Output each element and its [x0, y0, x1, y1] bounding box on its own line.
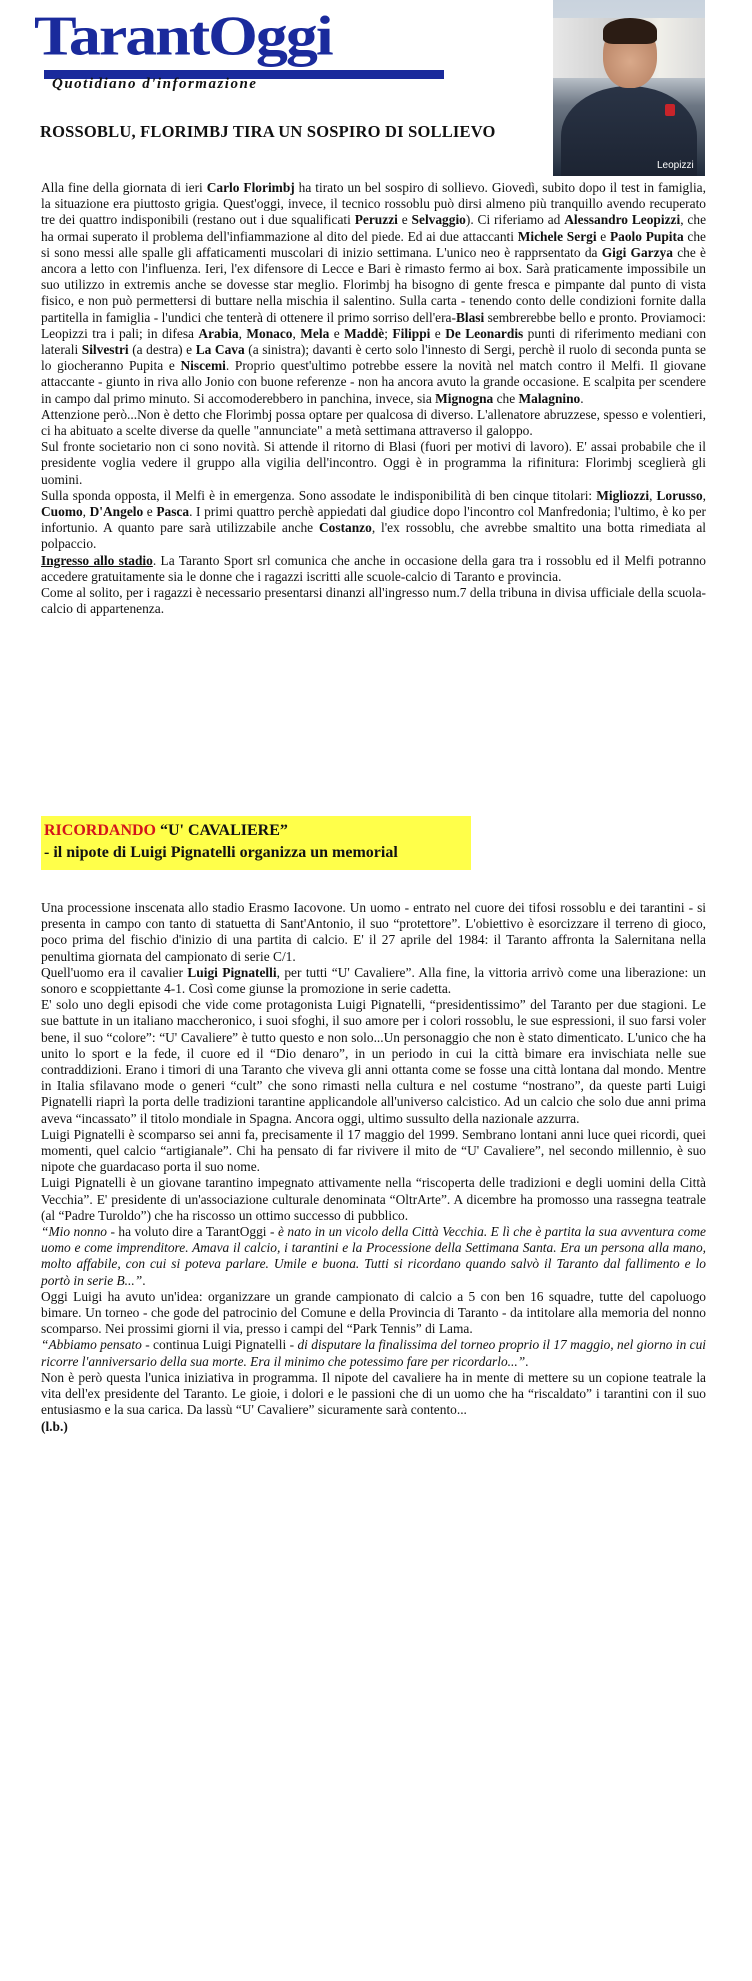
article-2-paragraphs — [41, 900, 706, 1419]
article-2-subhead: - il nipote di Luigi Pignatelli organizza un memorial — [44, 844, 398, 861]
bold-name: La Cava — [195, 342, 245, 358]
article-2-paragraph: “Mio nonno - ha voluto dire a TarantOggi - è nato in un vicolo della Città Vecchia. E lì che è partita la sua avventura come uomo e come imprenditore. Amava il calcio, i tarantini e la Processione della Settimana Santa. Era un persona alla mano, molto affabile, con cui si poteva parlare. Umile e buona. Tutti si ricordano quando salvò il Taranto dal fallimento e lo portò in serie B...”. — [41, 1224, 706, 1288]
masthead-tagline: Quotidiano d'informazione — [52, 76, 258, 92]
photo-caption: Leopizzi — [657, 160, 694, 171]
article-2-paragraph: Non è però questa l'unica iniziativa in programma. Il nipote del cavaliere ha in mente di mettere su un copione teatrale la vita dell'ex presidente del Taranto. Le gioie, i dolori e le passioni che di un uomo che ha “riscaldato” i tarantini con il suo entusiasmo e la sua carica. Da lassù “U' Cavaliere” sicuramente sarà contento... — [41, 1369, 706, 1418]
bold-name: Filippi — [392, 325, 431, 341]
article-2-paragraph: Luigi Pignatelli è scomparso sei anni fa, precisamente il 17 maggio del 1999. Sembrano lontani anni luce quei ricordi, quei momenti, quel calcio “artigianale”. Chi ha pensato di far rivivere il mito de “U' Cavaliere”, nel secondo millennio, è suo nipote che guardacaso porta il suo nome. — [41, 1126, 706, 1175]
bold-name: Gigi Garzya — [601, 244, 673, 260]
italic-quote: “Mio nonno — [41, 1224, 107, 1240]
bold-name: Niscemi — [180, 358, 226, 374]
article-1-body — [41, 180, 706, 617]
bold-name: Lorusso — [656, 487, 703, 503]
bold-name: Malagnino — [518, 390, 581, 406]
article-1-paragraph: Ingresso allo stadio. La Taranto Sport srl comunica che anche in occasione della gara tra i rossoblu ed il Melfi potranno accedere gratuitamente sia le donne che i ragazzi iscritti alle scuole-calcio di Taranto e provincia. — [41, 552, 706, 584]
bold-name: Mignogna — [435, 390, 494, 406]
article-2-paragraph: Oggi Luigi ha avuto un'idea: organizzare un grande campionato di calcio a 5 con ben 16 squadre, tutte del capoluogo bimare. Un torneo - che gode del patrocinio del Comune e della Provincia di Taranto - da intitolare alla memoria del nonno scomparso. Nei prossimi giorni il via, presso i campi del “Park Tennis” di Lama. — [41, 1288, 706, 1337]
bold-name: Monaco — [246, 325, 293, 341]
bold-name: Pasca — [156, 504, 190, 520]
article-1-paragraph: Sulla sponda opposta, il Melfi è in emergenza. Sono assodate le indisponibilità di ben cinque titolari: Migliozzi, Lorusso, Cuomo, D'Angelo e Pasca. I primi quattro perchè appiedati dal giudice dopo l'incontro col Manfredonia; l'ultimo, è ko per infortunio. A quanto pare sarà utilizzabile anche Costanzo, l'ex rossoblu, che avrebbe smaltito una botta rimediata al polpaccio. — [41, 487, 707, 552]
bold-name: Maddè — [344, 325, 385, 341]
italic-quote: è nato in un vicolo della Città Vecchia. E lì che è partita la sua avventura come uomo e come imprenditore. Amava il calcio, i tarantini e la Processione della Settimana Santa. Era un persona alla mano, molto affabile, con cui si poteva parlare. Umile e buona. Tutti si ricordano quando salvò il Taranto dal fallimento e lo portò in serie B...” — [41, 1224, 706, 1288]
bold-name: Selvaggio — [411, 212, 466, 228]
bold-name: Michele Sergi — [517, 228, 597, 244]
article-2-signature: (l.b.) — [41, 1418, 68, 1434]
italic-quote: “Abbiamo pensato — [41, 1337, 142, 1353]
article-2-paragraph: “Abbiamo pensato - continua Luigi Pignatelli - di disputare la finalissima del torneo proprio il 17 maggio, nel giorno in cui ricorre l'anniversario della sua morte. Era il minimo che potessimo fare per ricordarlo...”. — [41, 1337, 706, 1369]
italic-quote: di disputare la finalissima del torneo proprio il 17 maggio, nel giorno in cui ricorre l'anniversario della sua morte. Era il minimo che potessimo fare per ricordarlo...” — [41, 1337, 706, 1369]
bold-name: Arabia — [198, 325, 239, 341]
bold-name: Silvestri — [81, 342, 129, 358]
player-photo — [553, 0, 705, 176]
masthead-logo — [34, 4, 454, 92]
bold-name: Carlo Florimbj — [206, 180, 295, 195]
article-2-paragraph: E' solo uno degli episodi che vide come protagonista Luigi Pignatelli, “presidentissimo” del Taranto per due stagioni. Le sue battute in un italiano maccheronico, i suoi sfoghi, il suo amore per i colori rossoblu, le sue espressioni, il suo farsi voler bene, il suo “colore”: “U' Cavaliere” è tutto questo e non solo...Un personaggio che non è stato dimenticato. L'unico che ha unito lo sport e la fede, il cuore ed il “Dio denaro”, in un periodo in cui la città bimare era invischiata nelle sue contraddizioni. Erano i timori di una Taranto che viveva gli anni ottanta come se fosse una città lontana dal mondo. Mentre in Italia sfilavano mode o generi “cult” che sono rimasti nella cultura e nel costume “nostrano”, da queste parti Luigi Pignatelli riaprì la porta delle tradizioni tarantine applicandole all'universo calcistico. Ad un calcio che solo due anni prima aveva “incassato” il titolo mondiale in Spagna. Ancora oggi, ultimo sussulto della nazionale azzurra. — [41, 997, 706, 1126]
article-1-paragraph: Attenzione però...Non è detto che Florimbj possa optare per qualcosa di diverso. L'allenatore abruzzese, spesso e volentieri, ci ha abituato a scelte diverse da quelle "annunciate" a metà settimana attraverso il galoppo. — [41, 406, 706, 439]
article-1-paragraph: Come al solito, per i ragazzi è necessario presentarsi dinanzi all'ingresso num.7 della tribuna in divisa ufficiale della scuola-calcio di appartenenza. — [41, 585, 706, 617]
bold-name: Mela — [300, 325, 330, 341]
bold-name: De Leonardis — [445, 325, 524, 341]
article-1-headline: ROSSOBLU, FLORIMBJ TIRA UN SOSPIRO DI SOLLIEVO — [40, 122, 496, 141]
article-2-kicker-title: “U' CAVALIERE” — [160, 822, 288, 839]
bold-name: Migliozzi — [596, 487, 650, 503]
article-2-body — [41, 900, 706, 1435]
article-2-paragraph: Quell'uomo era il cavalier Luigi Pignatelli, per tutti “U' Cavaliere”. Alla fine, la vittoria arrivò come una liberazione: un sonoro e scoppiettante 4-1. Così come giunse la promozione in serie cadetta. — [41, 964, 706, 997]
bold-name: Peruzzi — [354, 212, 398, 228]
bold-name: Luigi Pignatelli — [187, 964, 277, 980]
bold-name: Alessandro Leopizzi — [564, 212, 681, 228]
article-1-paragraph: Sul fronte societario non ci sono novità. Si attende il ritorno di Blasi (fuori per motivi di lavoro). E' assai probabile che il presidente voglia vedere il gruppo alla vigilia dell'incontro. Oggi è in programma la rifinitura: Florimbj sceglierà gli uomini. — [41, 439, 706, 487]
article-2-kicker-red: RICORDANDO — [44, 822, 160, 839]
article-2-kicker — [44, 822, 288, 840]
bold-name: D'Angelo — [89, 504, 144, 520]
bold-name: Costanzo — [319, 520, 372, 536]
article-2-paragraph: Una processione inscenata allo stadio Erasmo Iacovone. Un uomo - entrato nel cuore dei tifosi rossoblu e dei tarantini - si presenta in campo con tanto di statuetta di Sant'Antonio, il suo “protettore”. L'obiettivo è esorcizzare il terreno di gioco, poco prima del fischio d'inizio di una partita di calcio. E' il 27 aprile del 1984: il Taranto affronta la Salernitana nella penultima giornata del campionato di serie C/1. — [41, 900, 706, 964]
photo-hair — [603, 18, 657, 44]
bold-name: Paolo Pupita — [609, 228, 684, 244]
bold-name: Blasi — [455, 309, 485, 325]
article-1-paragraph: Alla fine della giornata di ieri Carlo Florimbj ha tirato un bel sospiro di sollievo. Giovedì, subito dopo il test in famiglia, la situazione era piuttosto grigia. Quest'oggi, invece, il tecnico rossoblu può dirsi almeno più tranquillo avendo recuperato tre dei quattro indisponibili (restano out i due squalificati Peruzzi e Selvaggio). Ci riferiamo ad Alessandro Leopizzi, che ha ormai superato il problema dell'infiammazione al dito del piede. Ed ai due attaccanti Michele Sergi e Paolo Pupita che si sono messi alle spalle gli affaticamenti muscolari di inizio settimana. L'unico neo è rapprsentato da Gigi Garzya che è ancora a letto con l'influenza. Ieri, l'ex difensore di Lecce e Bari è rimasto fermo ai box. Sarà praticamente impossibile un suo utilizzo in extremis anche se dovesse star meglio. Florimbj ha bisogno di gente fresca e pimpante dal punto di vista fisico, e non può permettersi di buttare nella mischia il salentino. Sulla carta - tenendo conto delle condizioni fornite dalla partitella in famiglia - l'undici che tenterà di ottenere il primo sorriso dell'era-Blasi sembrerebbe bello e pronto. Proviamoci: Leopizzi tra i pali; in difesa Arabia, Monaco, Mela e Maddè; Filippi e De Leonardis punti di riferimento mediani con laterali Silvestri (a destra) e La Cava (a sinistra); davanti è certo solo l'innesto di Sergi, perchè il ruolo di seconda punta se lo giocheranno Pupita e Niscemi. Proprio quest'ultimo potrebbe essere la novità nel match contro il Melfi. Il giovane attaccante - giunto in riva allo Jonio con buone referenze - non ha ancora avuto la grande occasione. E scalpita per scendere in campo dal primo minuto. Si accomoderebbero in panchina, invece, sia Mignogna che Malagnino. — [41, 180, 707, 406]
club-badge-icon — [665, 104, 675, 116]
article-2-paragraph: Luigi Pignatelli è un giovane tarantino impegnato attivamente nella “riscoperta delle tradizioni e degli uomini della Città Vecchia”. E' presidente di un'associazione culturale denominata “OltrArte”. A dicembre ha promosso una rassegna teatrale (al “Padre Turoldo”) che ha riscosso un ottimo successo di pubblico. — [41, 1175, 706, 1223]
bold-name: Cuomo — [41, 504, 83, 520]
masthead-name: TarantOggi — [34, 4, 332, 67]
underlined-subhead: Ingresso allo stadio — [41, 552, 153, 568]
article-2-headline-box — [41, 816, 471, 870]
